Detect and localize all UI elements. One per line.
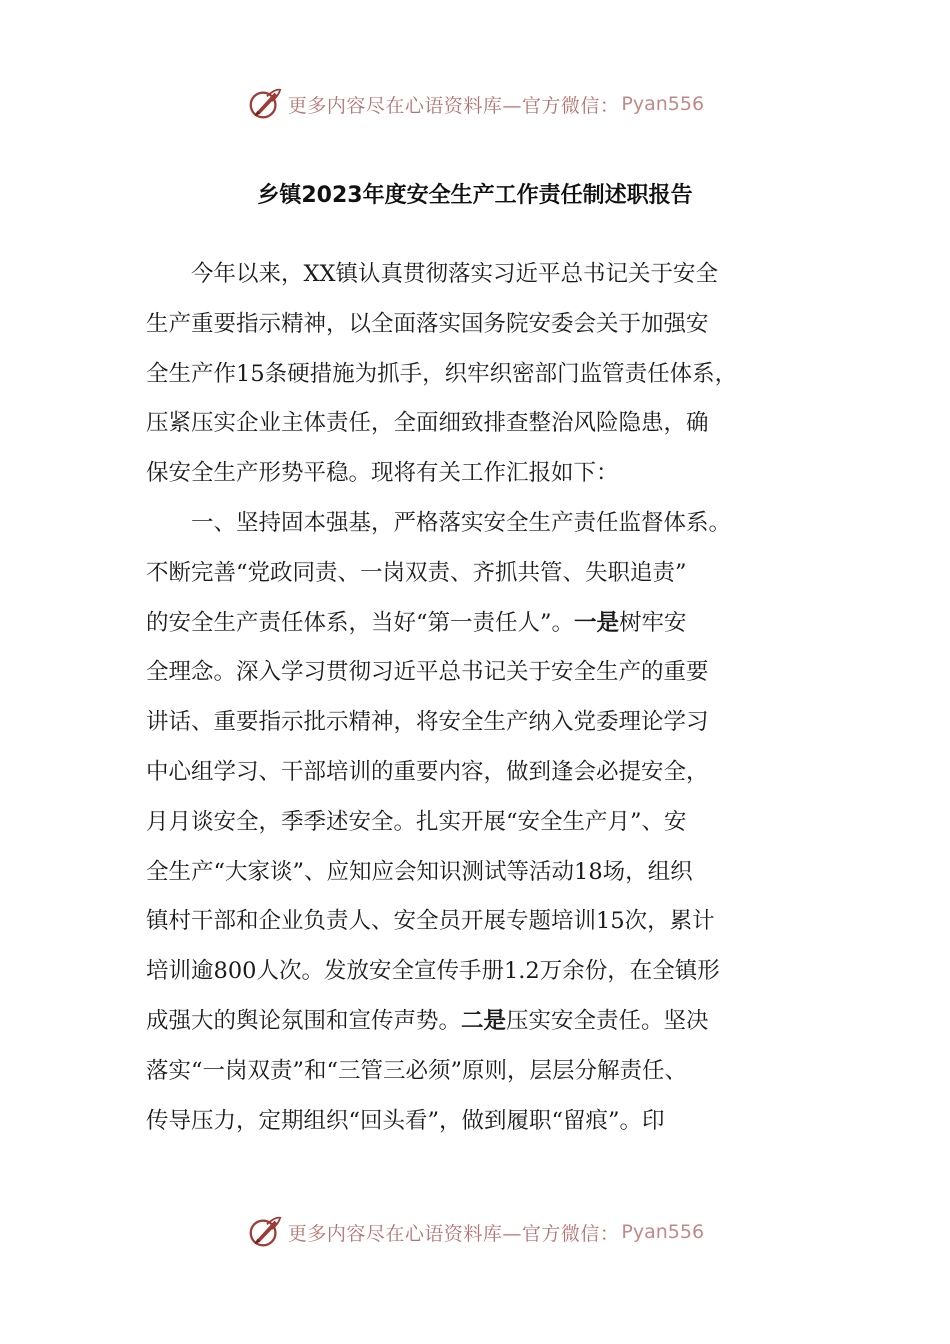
text-segment: 月月谈安全，季季述安全。扎实开展“安全生产月”、安 — [146, 808, 687, 835]
text-line — [146, 1047, 811, 1097]
text-segment: 今年以来，XX镇认真贯彻落实习近平总书记关于安全 — [146, 261, 719, 287]
text-line — [146, 648, 811, 698]
text-line — [146, 997, 811, 1047]
text-line — [146, 300, 811, 350]
text-segment: 镇村干部和企业负责人、安全员开展专题培训15次，累计 — [146, 908, 715, 935]
text-segment: 培训逾800人次。发放安全宣传手册1.2万余份，在全镇形 — [146, 958, 720, 985]
text-line — [146, 1097, 811, 1147]
text-line — [146, 499, 811, 549]
text-segment: 一、坚持固本强基，严格落实安全生产责任监督体系。 — [146, 509, 732, 536]
text-segment: 成强大的舆论氛围和宣传声势。 — [146, 1007, 462, 1034]
watermark-text: 更多内容尽在心语资料库—官方微信： — [287, 1222, 620, 1245]
text-segment: 全生产“大家谈”、应知应会知识测试等活动18场，组织 — [146, 858, 693, 885]
text-segment: 全理念。深入学习贯彻习近平总书记关于安全生产的重要 — [146, 659, 709, 686]
text-line — [146, 897, 811, 947]
text-segment: 落实“一岗双责”和“三管三必须”原则，层层分解责任、 — [146, 1057, 688, 1084]
text-segment: 讲话、重要指示批示精神，将安全生产纳入党委理论学习 — [146, 709, 709, 736]
text-segment: 全生产作15条硬措施为抓手，织牢织密部门监管责任体系， — [146, 360, 738, 387]
text-line — [146, 599, 811, 649]
text-line — [146, 947, 811, 997]
text-line — [146, 798, 811, 848]
text-segment: 树牢安 — [619, 609, 687, 636]
document-body — [146, 250, 811, 1146]
bold-marker: 一是 — [574, 609, 620, 636]
text-segment: 压实安全责任。坚决 — [506, 1007, 709, 1034]
text-segment: 中心组学习、干部培训的重要内容，做到逢会必提安全， — [146, 758, 709, 785]
text-line — [146, 848, 811, 898]
text-segment: 压紧压实企业主体责任，全面细致排查整治风险隐患，确 — [146, 410, 709, 437]
text-segment: 传导压力，定期组织“回头看”，做到履职“留痕”。印 — [146, 1107, 665, 1134]
text-line — [146, 250, 811, 300]
text-line — [146, 748, 811, 798]
watermark-wechat-id: Pyan556 — [621, 1221, 705, 1243]
bold-marker: 二是 — [461, 1007, 507, 1034]
watermark-wechat-id: Pyan556 — [621, 93, 705, 115]
text-line — [146, 549, 811, 599]
text-line — [146, 399, 811, 449]
text-segment: 的安全生产责任体系，当好“第一责任人”。 — [146, 609, 575, 636]
document-title: 乡镇2023年度安全生产工作责任制述职报告 — [257, 183, 693, 208]
watermark-text: 更多内容尽在心语资料库—官方微信： — [287, 94, 620, 117]
text-segment: 保安全生产形势平稳。现将有关工作汇报如下： — [146, 460, 619, 487]
quill-logo-icon — [246, 85, 284, 123]
text-line — [146, 350, 811, 400]
text-line — [146, 449, 811, 499]
watermark-banner-top — [0, 84, 950, 124]
text-segment: 不断完善“党政同责、一岗双责、齐抓共管、失职追责” — [146, 559, 687, 586]
text-line — [146, 698, 811, 748]
quill-logo-icon — [246, 1213, 284, 1251]
text-segment: 生产重要指示精神，以全面落实国务院安委会关于加强安 — [146, 310, 709, 337]
watermark-banner-bottom — [0, 1212, 950, 1252]
